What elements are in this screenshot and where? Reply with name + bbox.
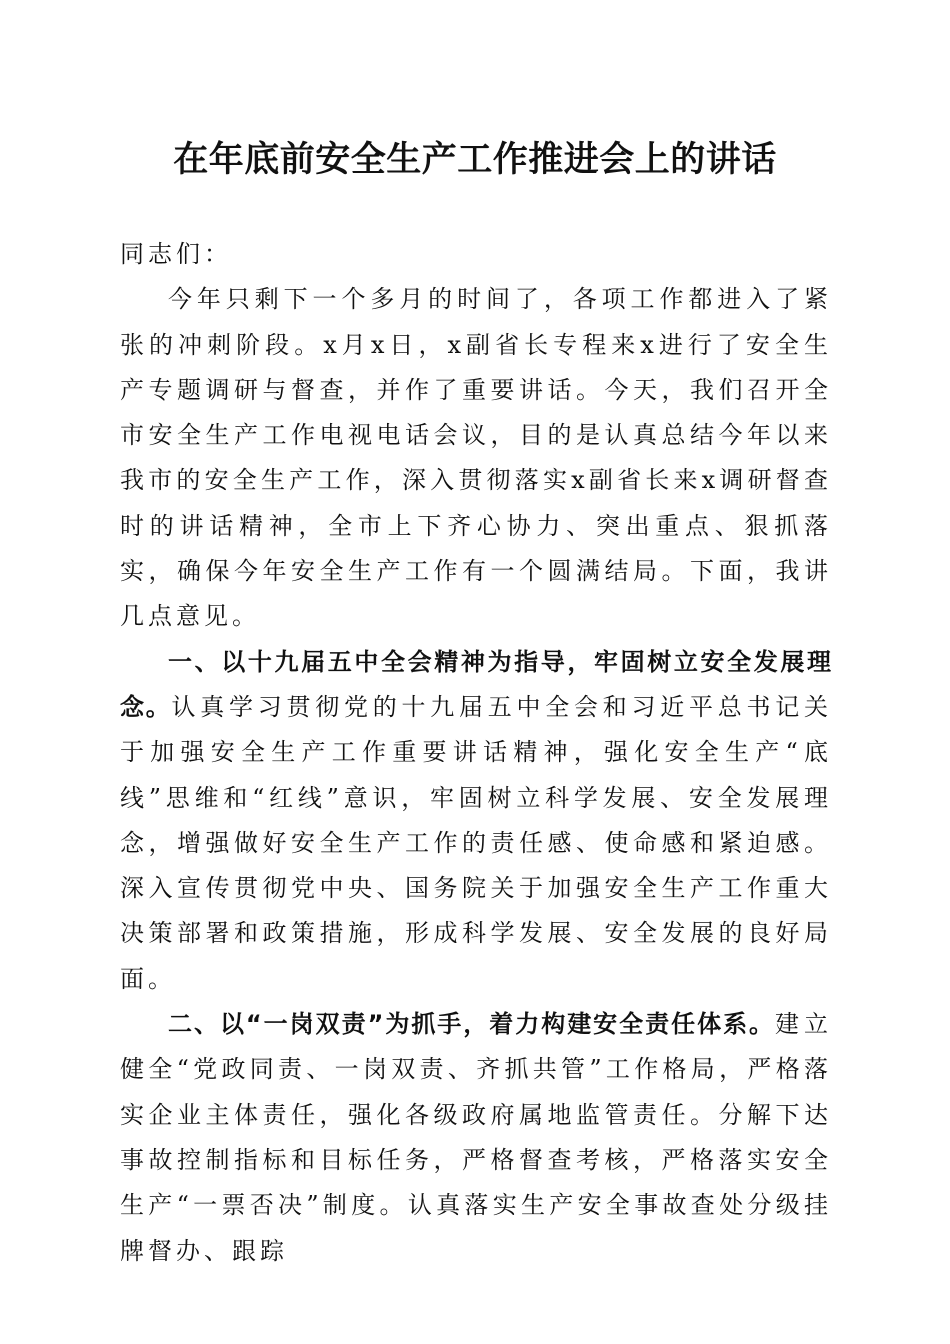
salutation: 同志们： xyxy=(120,240,232,268)
document-body xyxy=(120,232,832,1274)
section-two-paragraph xyxy=(120,1002,832,1274)
section-one-paragraph xyxy=(120,640,832,1002)
section-two-text: 建立健全“党政同责、一岗双责、齐抓共管”工作格局，严格落实企业主体责任，强化各级政府属地监管责任。分解下达事故控制指标和目标任务，严格督查考核，严格落实安全生产“一票否决”制度。认真落实生产安全事故查处分级挂牌督办、跟踪 xyxy=(120,1010,833,1265)
document-title: 在年底前安全生产工作推进会上的讲话 xyxy=(173,139,777,180)
section-one-text: 认真学习贯彻党的十九届五中全会和习近平总书记关于加强安全生产工作重要讲话精神，强化安全生产“底线”思维和“红线”意识，牢固树立科学发展、安全发展理念，增强做好安全生产工作的责任感、使命感和紧迫感。深入宣传贯彻党中央、国务院关于加强安全生产工作重大决策部署和政策措施，形成科学发展、安全发展的良好局面。 xyxy=(120,692,832,993)
section-two-heading: 二、以“一岗双责”为抓手，着力构建安全责任体系。 xyxy=(168,1010,776,1039)
intro-paragraph: 今年只剩下一个多月的时间了，各项工作都进入了紧张的冲刺阶段。x月x日，x副省长专程来x进行了安全生产专题调研与督查，并作了重要讲话。今天，我们召开全市安全生产工作电视电话会议，目的是认真总结今年以来我市的安全生产工作，深入贯彻落实x副省长来x调研督查时的讲话精神，全市上下齐心协力、突出重点、狠抓落实，确保今年安全生产工作有一个圆满结局。下面，我讲几点意见。 xyxy=(120,285,832,631)
section-one-heading: 一、以十九届五中全会精神为指导，牢固树立安全发展理念。 xyxy=(120,647,832,721)
